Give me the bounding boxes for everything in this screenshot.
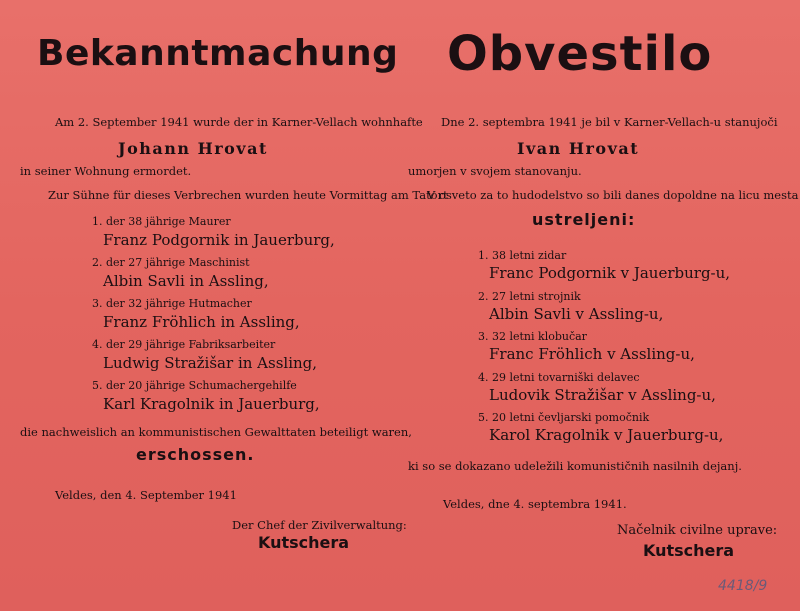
german-victim-name: Johann Hrovat [118, 139, 268, 158]
german-person-3-desc: 3. der 32 jährige Hutmacher [92, 297, 252, 310]
slovene-dateline: Veldes, dne 4. septembra 1941. [443, 497, 627, 511]
slovene-person-4-desc: 4. 29 letni tovarniški delavec [478, 371, 640, 384]
german-signer-name: Kutschera [258, 533, 350, 552]
german-person-4-name: Ludwig Stražišar [103, 354, 234, 372]
german-person-4-desc: 4. der 29 jährige Fabriksarbeiter [92, 338, 276, 351]
german-person-2-place: in Assling, [189, 272, 269, 290]
slovene-person-3-desc: 3. 32 letni klobučar [478, 330, 587, 343]
german-signer-title: Der Chef der Zivilverwaltung: [232, 518, 407, 532]
german-atonement-line: Zur Sühne für dieses Verbrechen wurden heute Vormittag am Tatort [48, 188, 448, 202]
slovene-person-5-place: v Jauerburg-u, [614, 426, 724, 444]
german-person-3-place: in Assling, [220, 313, 300, 331]
slovene-person-5-name: Karol Kragolnik [489, 426, 610, 444]
german-executed: erschossen. [136, 445, 255, 464]
slovene-person-1-place: v Jauerburg-u, [620, 264, 731, 282]
slovene-person-2 [489, 305, 663, 323]
slovene-victim-name: Ivan Hrovat [517, 139, 640, 158]
slovene-person-1-desc: 1. 38 letni zidar [478, 249, 567, 262]
german-person-2-desc: 2. der 27 jährige Maschinist [92, 256, 250, 269]
german-person-4 [103, 354, 317, 372]
slovene-person-5 [489, 426, 723, 444]
slovene-person-2-name: Albin Savli [489, 305, 571, 323]
german-person-5 [103, 395, 320, 413]
slovene-person-2-place: v Assling-u, [575, 305, 664, 323]
german-person-1 [103, 231, 335, 249]
german-person-5-desc: 5. der 20 jährige Schumachergehilfe [92, 379, 297, 392]
slovene-person-3-place: v Assling-u, [607, 345, 695, 363]
slovene-person-1 [489, 264, 730, 282]
slovene-person-5-desc: 5. 20 letni čevljarski pomočnik [478, 411, 650, 424]
german-person-5-place: in Jauerburg, [218, 395, 320, 413]
slovene-title: Obvestilo [447, 26, 713, 82]
slovene-person-4-name: Ludovik Stražišar [489, 386, 624, 404]
slovene-executed: ustreljeni: [532, 210, 636, 229]
german-person-1-name: Franz Podgornik [103, 231, 230, 249]
german-person-3-name: Franz Fröhlich [103, 313, 216, 331]
german-intro: Am 2. September 1941 wurde der in Karner-Vellach wohnhafte [55, 115, 423, 129]
slovene-person-2-desc: 2. 27 letni strojnik [478, 290, 581, 303]
german-person-1-place: in Jauerburg, [234, 231, 335, 249]
slovene-person-4 [489, 386, 716, 404]
slovene-person-1-name: Franc Podgornik [489, 264, 616, 282]
german-participation-line: die nachweislich an kommunistischen Gewalttaten beteiligt waren, [20, 425, 412, 439]
german-person-5-name: Karl Kragolnik [103, 395, 215, 413]
german-murdered-line: in seiner Wohnung ermordet. [20, 164, 192, 178]
german-person-4-place: in Assling, [237, 354, 318, 372]
slovene-intro: Dne 2. septembra 1941 je bil v Karner-Vellach-u stanujoči [441, 115, 778, 129]
archive-note: 4418/9 [718, 578, 768, 594]
slovene-signer-title: Načelnik civilne uprave: [617, 523, 778, 538]
slovene-atonement-line: V osveto za to hudodelstvo so bili danes dopoldne na licu mesta [427, 188, 799, 202]
german-person-3 [103, 313, 300, 331]
slovene-person-4-place: v Assling-u, [628, 386, 716, 404]
slovene-murdered-line: umorjen v svojem stanovanju. [408, 164, 582, 178]
german-title: Bekanntmachung [37, 33, 399, 74]
slovene-person-3 [489, 345, 695, 363]
german-person-2-name: Albin Savli [103, 272, 185, 290]
slovene-participation-line: ki so se dokazano udeležili komunističnih nasilnih dejanj. [408, 459, 742, 473]
german-person-2 [103, 272, 269, 290]
german-dateline: Veldes, den 4. September 1941 [55, 488, 237, 502]
german-person-1-desc: 1. der 38 jährige Maurer [92, 215, 231, 228]
slovene-person-3-name: Franc Fröhlich [489, 345, 603, 363]
slovene-signer-name: Kutschera [643, 541, 735, 560]
